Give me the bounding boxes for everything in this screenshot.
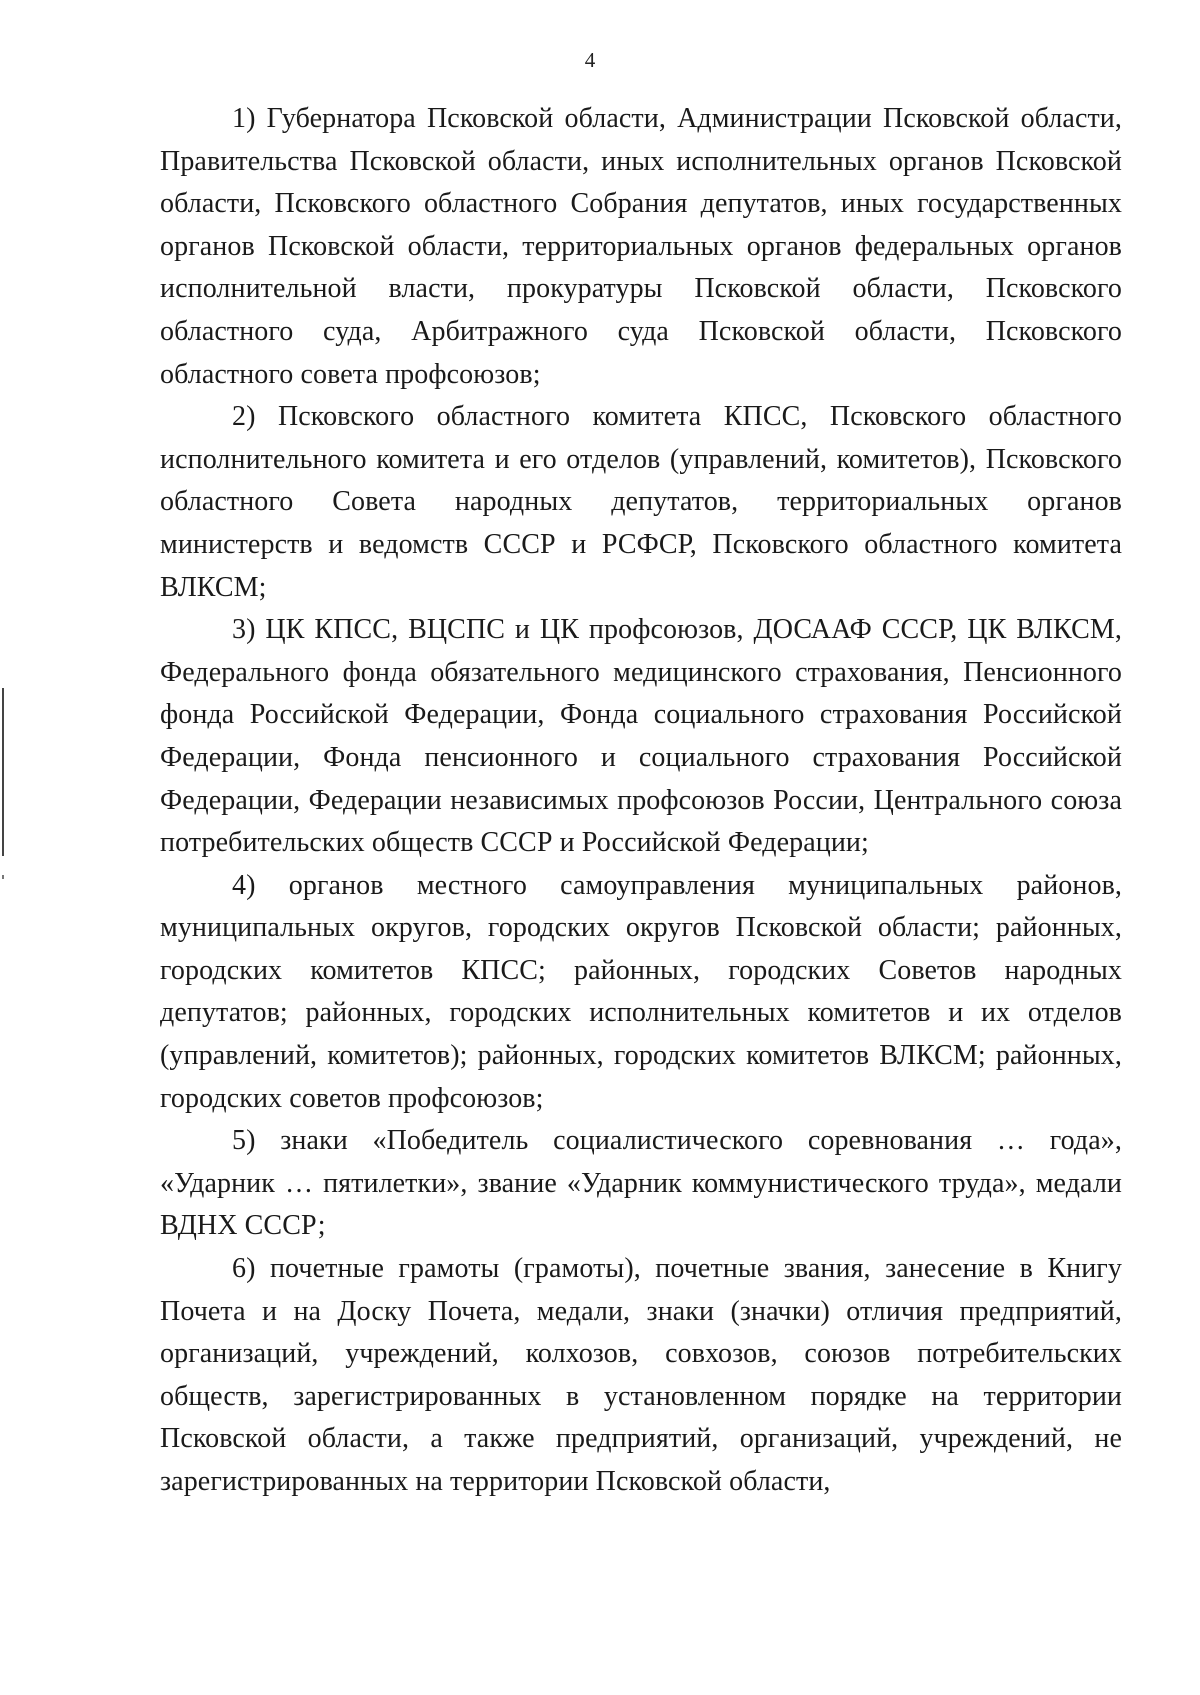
page-number: 4 xyxy=(584,48,596,72)
list-item-6: 6) почетные грамоты (грамоты), почетные звания, занесение в Книгу Почета и на Доску Почета, медали, знаки (значки) отличия предприятий, организаций, учреждений, колхозов, совхозов, союзов потребительских обществ, зарегистрированных в установленном порядке на территории Псковской области, а также предприятий, организаций, учреждений, не зарегистрированных на территории Псковской области, xyxy=(160,1253,1122,1497)
scan-margin-dot xyxy=(2,875,4,879)
list-item-4: 4) органов местного самоуправления муниципальных районов, муниципальных округов, городских округов Псковской области; районных, городских комитетов КПСС; районных, городских Советов народных депутатов; районных, городских исполнительных комитетов и их отделов (управлений, комитетов); районных, городских комитетов ВЛКСМ; районных, городских советов профсоюзов; xyxy=(160,869,1122,1114)
list-item-1: 1) Губернатора Псковской области, Администрации Псковской области, Правительства Псковской области, иных исполнительных органов Псковской области, Псковского областного Собрания депутатов, иных государственных органов Псковской области, территориальных органов федеральных органов исполнительной власти, прокуратуры Псковской области, Псковского областного суда, Арбитражного суда Псковской области, Псковского областного совета профсоюзов; xyxy=(160,103,1122,390)
list-item-3: 3) ЦК КПСС, ВЦСПС и ЦК профсоюзов, ДОСААФ СССР, ЦК ВЛКСМ, Федерального фонда обязательного медицинского страхования, Пенсионного фонда Российской Федерации, Фонда социального страхования Российской Федерации, Фонда пенсионного и социального страхования Российской Федерации, Федерации независимых профсоюзов России, Центрального союза потребительских обществ СССР и Российской Федерации; xyxy=(160,614,1122,859)
list-item-2: 2) Псковского областного комитета КПСС, Псковского областного исполнительного комитета и его отделов (управлений, комитетов), Псковского областного Совета народных депутатов, территориальных органов министерств и ведомств СССР и РСФСР, Псковского областного комитета ВЛКСМ; xyxy=(160,401,1122,603)
document-body xyxy=(160,98,1122,1504)
list-item-5: 5) знаки «Победитель социалистического соревнования … года», «Ударник … пятилетки», звание «Ударник коммунистического труда», медали ВДНХ СССР; xyxy=(160,1125,1122,1242)
scan-margin-mark xyxy=(2,688,4,856)
